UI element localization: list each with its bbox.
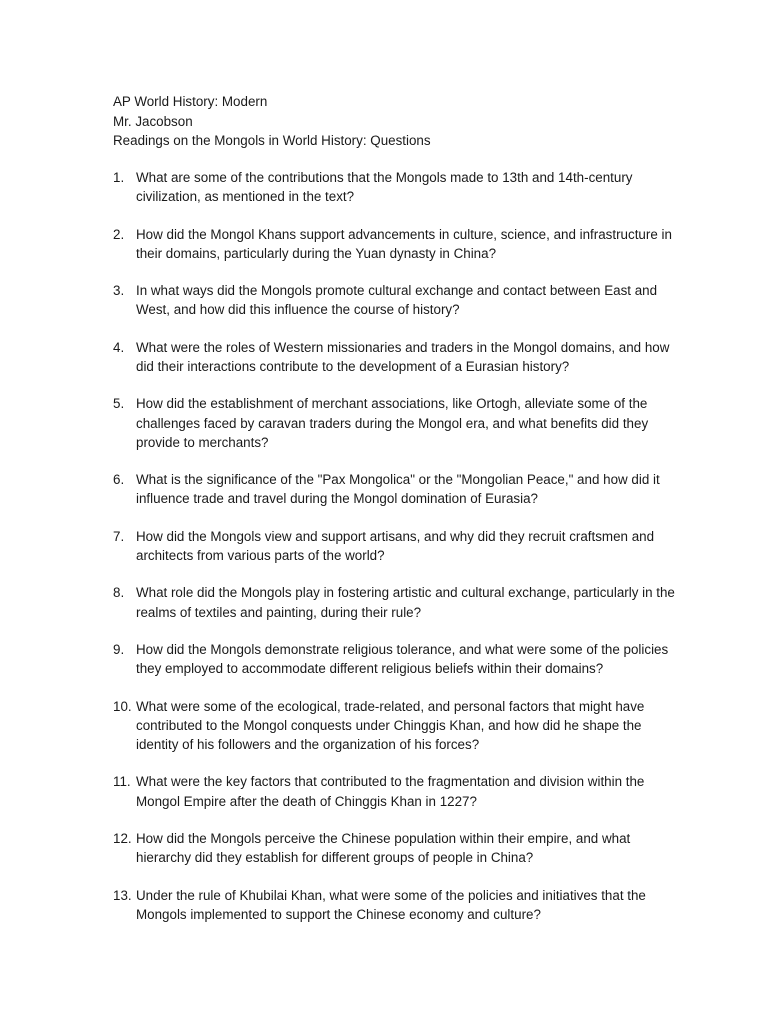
question-number: 2. xyxy=(113,226,125,242)
question-number: 6. xyxy=(113,472,125,488)
question-text: How did the Mongols demonstrate religious tolerance, and what were some of the policies they employed to accommodate different religious beliefs within their domains? xyxy=(136,641,669,677)
question-item xyxy=(113,281,683,319)
question-number: 4. xyxy=(113,339,125,355)
question-number: 1. xyxy=(113,170,125,185)
question-item xyxy=(113,470,683,508)
question-item xyxy=(113,527,683,565)
question-item xyxy=(113,640,683,678)
question-item xyxy=(113,394,683,452)
question-item xyxy=(113,886,683,924)
question-item xyxy=(113,338,683,376)
question-number: 13. xyxy=(113,887,132,903)
question-text: What are some of the contributions that the Mongols made to 13th and 14th-century civilization, as mentioned in the text? xyxy=(136,170,633,205)
question-item xyxy=(113,583,683,621)
question-item xyxy=(113,829,683,867)
question-text: How did the Mongol Khans support advancements in culture, science, and infrastructure in their domains, particularly during the Yuan dynasty in China? xyxy=(136,226,672,261)
question-item xyxy=(113,168,683,206)
question-text: In what ways did the Mongols promote cultural exchange and contact between East and West, and how did this influence the course of history? xyxy=(136,283,658,318)
question-text: What were the roles of Western missionaries and traders in the Mongol domains, and how did their interactions contribute to the development of a Eurasian history? xyxy=(136,339,670,374)
document-header xyxy=(113,92,693,151)
question-number: 10. xyxy=(113,698,132,714)
question-number: 5. xyxy=(113,396,125,412)
question-list xyxy=(113,168,683,942)
question-number: 11. xyxy=(113,774,131,790)
question-text: How did the Mongols perceive the Chinese population within their empire, and what hierarchy did they establish for different groups of people in China? xyxy=(136,830,631,866)
question-number: 12. xyxy=(113,830,132,846)
question-number: 8. xyxy=(113,585,125,601)
question-item xyxy=(113,697,683,755)
question-text: How did the establishment of merchant associations, like Ortogh, alleviate some of the challenges faced by caravan traders during the Mongol era, and what benefits did they provide to merchants? xyxy=(136,396,649,450)
question-number: 9. xyxy=(113,641,125,657)
question-text: What were some of the ecological, trade-related, and personal factors that might have contributed to the Mongol conquests under Chinggis Khan, and how did he shape the identity of his followers and the organization of his forces? xyxy=(136,698,645,752)
question-text: What is the significance of the "Pax Mongolica" or the "Mongolian Peace," and how did it influence trade and travel during the Mongol domination of Eurasia? xyxy=(136,472,660,507)
question-text: What were the key factors that contributed to the fragmentation and division within the Mongol Empire after the death of Chinggis Khan in 1227? xyxy=(136,774,645,809)
teacher-name: Mr. Jacobson xyxy=(113,113,193,129)
question-text: How did the Mongols view and support artisans, and why did they recruit craftsmen and architects from various parts of the world? xyxy=(136,528,655,563)
question-text: Under the rule of Khubilai Khan, what were some of the policies and initiatives that the Mongols implemented to support the Chinese economy and culture? xyxy=(136,887,646,922)
question-item xyxy=(113,772,683,810)
question-number: 3. xyxy=(113,283,125,299)
question-text: What role did the Mongols play in fostering artistic and cultural exchange, particularly in the realms of textiles and painting, during their rule? xyxy=(136,585,675,620)
course-name: AP World History: Modern xyxy=(113,94,268,109)
question-number: 7. xyxy=(113,528,125,544)
document-title: Readings on the Mongols in World History: Questions xyxy=(113,133,431,148)
question-item xyxy=(113,225,683,263)
